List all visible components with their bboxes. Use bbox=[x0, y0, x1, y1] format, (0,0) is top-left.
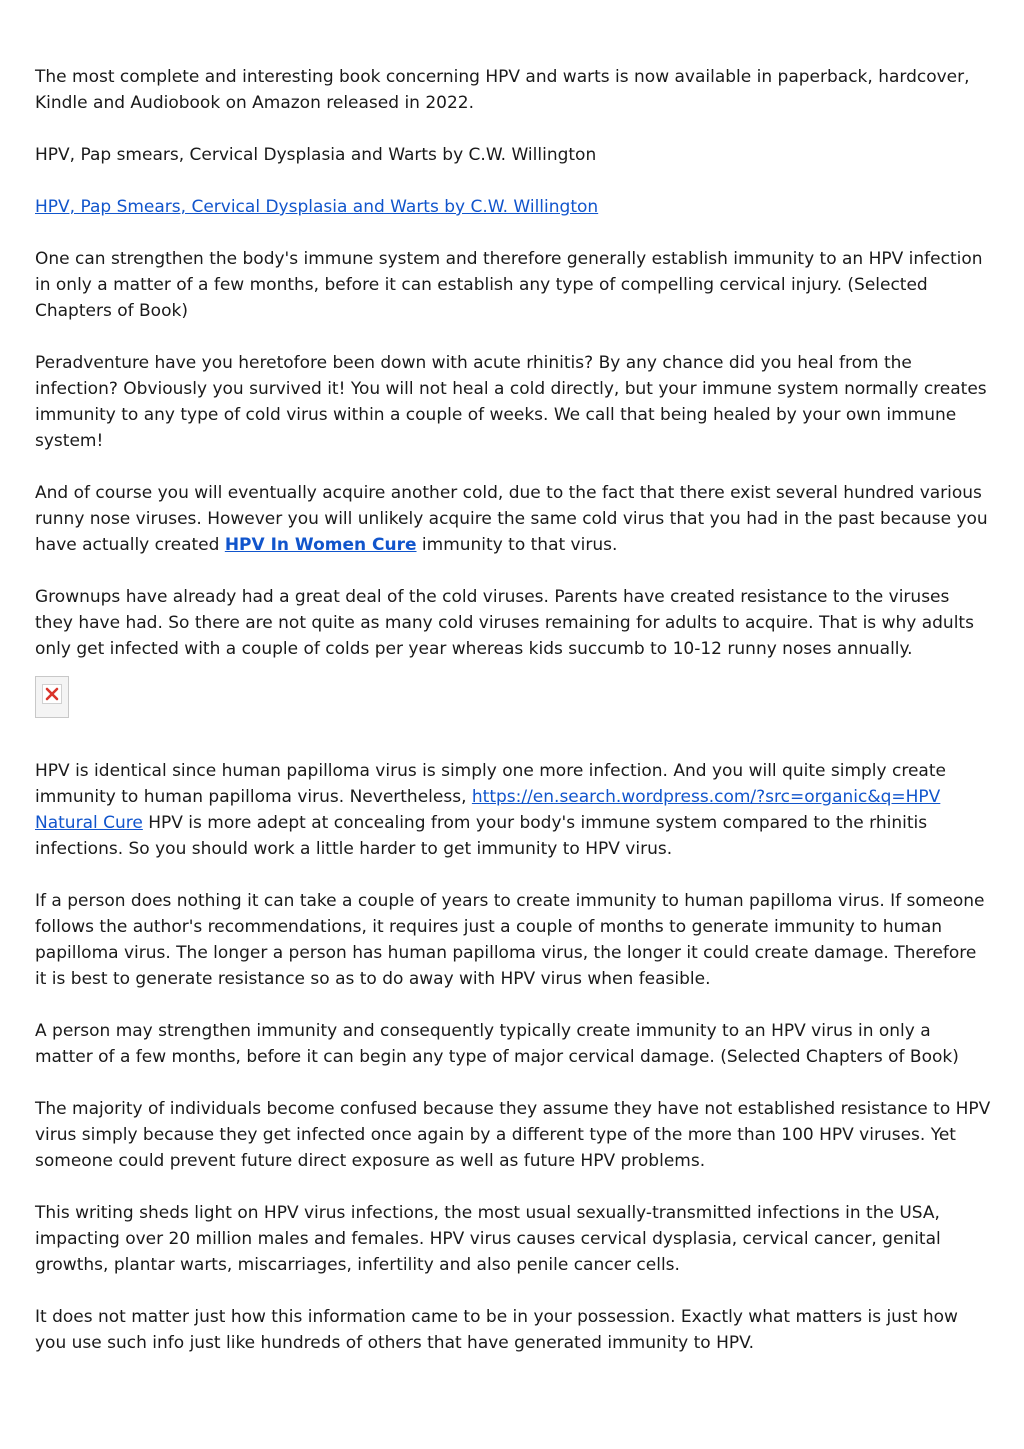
wordpress-search-link[interactable]: https://en.search.wordpress.com/?src=organic&q=HPV Natural Cure bbox=[35, 787, 941, 833]
broken-image-icon bbox=[35, 676, 69, 718]
paragraph-another-cold bbox=[35, 480, 991, 558]
paragraph-confused: The majority of individuals become confused because they assume they have not established resistance to HPV virus simply because they get infected once again by a different type of the more than 100 HPV viruses. Yet someone could prevent future direct exposure as well as future HPV problems. bbox=[35, 1099, 991, 1171]
book-title-paragraph: HPV, Pap smears, Cervical Dysplasia and Warts by C.W. Willington bbox=[35, 145, 597, 165]
text-segment: And of course you will eventually acquire another cold, due to the fact that there exist several hundred various runny nose viruses. However you will unlikely acquire the same cold virus that you had in the past because you have actually created bbox=[35, 483, 988, 555]
text-segment: immunity to that virus. bbox=[416, 535, 618, 555]
text-segment: HPV is more adept at concealing from your body's immune system compared to the rhinitis infections. So you should work a little harder to get immunity to HPV virus. bbox=[35, 813, 928, 859]
paragraph-immune-strengthen: One can strengthen the body's immune system and therefore generally establish immunity to an HPV infection in only a matter of a few months, before it can establish any type of compelling cervical injury. (Selected Chapters of Book) bbox=[35, 249, 983, 321]
hpv-in-women-cure-link[interactable]: HPV In Women Cure bbox=[224, 535, 417, 555]
paragraph-writing-sheds-light: This writing sheds light on HPV virus infections, the most usual sexually-transmitted infections in the USA, impacting over 20 million males and females. HPV virus causes cervical dysplasia, cervical cancer, genital growths, plantar warts, miscarriages, infertility and also penile cancer cells. bbox=[35, 1203, 941, 1275]
text-segment: HPV is identical since human papilloma virus is simply one more infection. And you will quite simply create immunity to human papilloma virus. Nevertheless, bbox=[35, 761, 946, 807]
paragraph-strengthen-immunity: A person may strengthen immunity and consequently typically create immunity to an HPV virus in only a matter of a few months, before it can begin any type of major cervical damage. (Selected Chapters of Book) bbox=[35, 1021, 959, 1067]
intro-paragraph: The most complete and interesting book concerning HPV and warts is now available in paperback, hardcover, Kindle and Audiobook on Amazon released in 2022. bbox=[35, 67, 970, 113]
paragraph-does-not-matter: It does not matter just how this information came to be in your possession. Exactly what matters is just how you use such info just like hundreds of others that have generated immunity to HPV. bbox=[35, 1307, 958, 1353]
paragraph-does-nothing: If a person does nothing it can take a couple of years to create immunity to human papilloma virus. If someone follows the author's recommendations, it requires just a couple of months to generate immunity to human papilloma virus. The longer a person has human papilloma virus, the longer it could create damage. Therefore it is best to generate resistance so as to do away with HPV virus when feasible. bbox=[35, 891, 985, 989]
paragraph-hpv-identical bbox=[35, 758, 991, 862]
book-link-paragraph bbox=[35, 194, 991, 220]
paragraph-grownups: Grownups have already had a great deal of the cold viruses. Parents have created resistance to the viruses they have had. So there are not quite as many cold viruses remaining for adults to acquire. That is why adults only get infected with a couple of colds per year whereas kids succumb to 10-12 runny noses annually. bbox=[35, 587, 974, 659]
document-body bbox=[35, 64, 991, 1382]
paragraph-rhinitis: Peradventure have you heretofore been down with acute rhinitis? By any chance did you heal from the infection? Obviously you survived it! You will not heal a cold directly, but your immune system normally creates immunity to any type of cold virus within a couple of weeks. We call that being healed by your own immune system! bbox=[35, 353, 987, 451]
book-link[interactable]: HPV, Pap Smears, Cervical Dysplasia and Warts by C.W. Willington bbox=[35, 197, 599, 217]
